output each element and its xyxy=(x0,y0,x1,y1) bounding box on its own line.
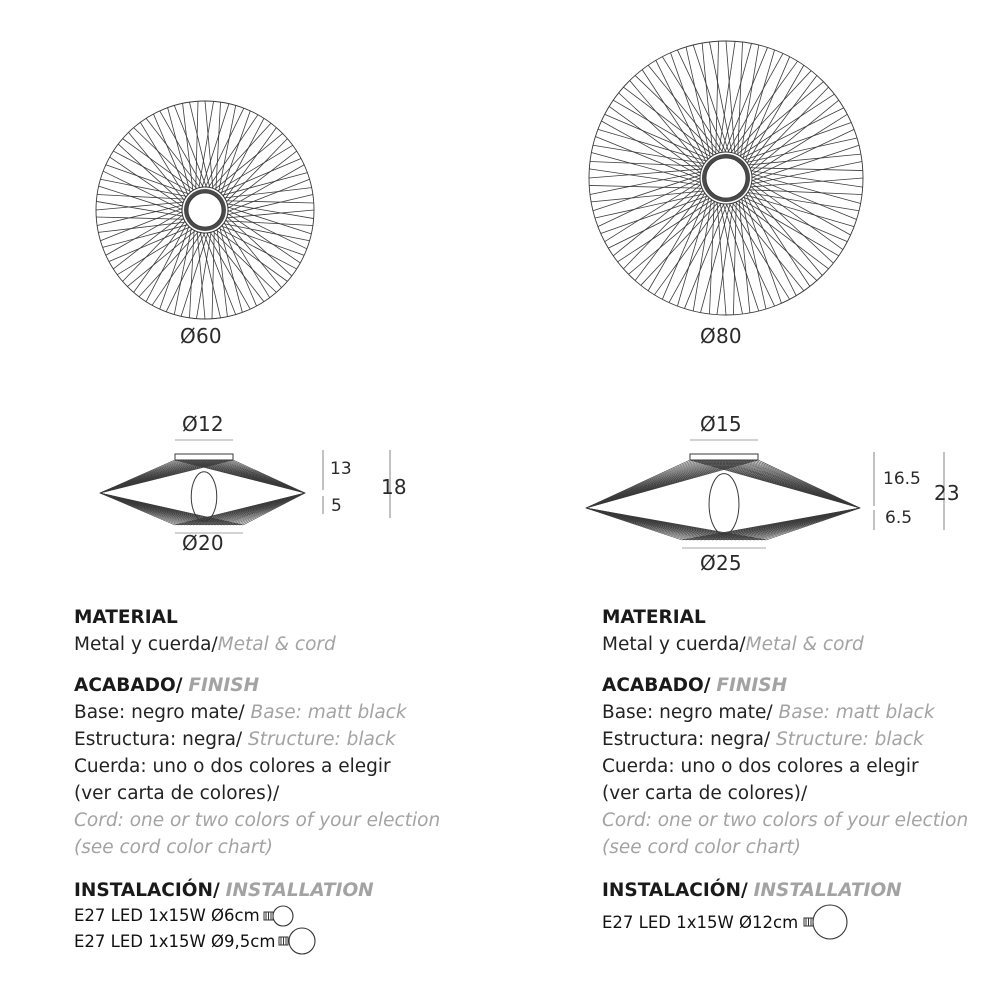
profile-right-height-total: 23 xyxy=(934,481,960,505)
finish-cord-line-es-2: (ver carta de colores)/ xyxy=(74,783,280,804)
material-line: Metal y cuerda/Metal & cord xyxy=(74,634,336,655)
finish-base-line: Base: negro mate/ Base: matt black xyxy=(74,702,407,723)
lamp-center-hub xyxy=(182,187,228,233)
installation-heading: INSTALACIÓN/ INSTALLATION xyxy=(74,880,374,901)
finish-base-line: Base: negro mate/ Base: matt black xyxy=(602,702,935,723)
bulb-small-icon xyxy=(262,905,298,927)
profile-right-bottom-diameter: Ø25 xyxy=(700,551,742,575)
finish-structure-line: Estructura: negra/ Structure: black xyxy=(602,729,924,750)
installation-heading: INSTALACIÓN/ INSTALLATION xyxy=(602,880,902,901)
profile-left-bottom-diameter: Ø20 xyxy=(182,531,224,555)
lamp-bulb-outline xyxy=(191,472,217,521)
lamp-top-view-80 xyxy=(588,40,864,316)
finish-cord-line-es-2: (ver carta de colores)/ xyxy=(602,783,808,804)
spec-column-left xyxy=(74,604,474,955)
finish-cord-line-en-2: (see cord color chart) xyxy=(602,837,801,858)
finish-cord-line-es-1: Cuerda: uno o dos colores a elegir xyxy=(74,756,391,777)
spec-column-right xyxy=(602,604,1000,940)
material-line: Metal y cuerda/Metal & cord xyxy=(602,634,864,655)
lamp-shade-profile xyxy=(100,460,305,525)
lamp-top-view-60 xyxy=(95,100,315,320)
diameter-label-60: Ø60 xyxy=(180,324,222,348)
bulb-medium-icon xyxy=(277,927,317,955)
installation-line-1: E27 LED 1x15W Ø12cm xyxy=(602,904,1000,940)
profile-left-height-total: 18 xyxy=(381,475,407,499)
diameter-label-80: Ø80 xyxy=(700,324,742,348)
lamp-center-hub xyxy=(700,152,752,204)
finish-cord-line-en-2: (see cord color chart) xyxy=(74,837,273,858)
finish-cord-line-es-1: Cuerda: uno o dos colores a elegir xyxy=(602,756,919,777)
profile-left-top-diameter: Ø12 xyxy=(182,412,224,436)
finish-cord-line-en-1: Cord: one or two colors of your election xyxy=(74,810,441,831)
material-heading: MATERIAL xyxy=(602,607,706,628)
finish-cord-line-en-1: Cord: one or two colors of your election xyxy=(602,810,969,831)
finish-structure-line: Estructura: negra/ Structure: black xyxy=(74,729,396,750)
installation-line-2: E27 LED 1x15W Ø9,5cm xyxy=(74,927,474,955)
lamp-ceiling-base xyxy=(175,454,233,460)
bulb-large-icon xyxy=(800,904,848,940)
lamp-shade-profile xyxy=(586,460,860,540)
lamp-side-profile-60 xyxy=(95,430,415,540)
lamp-ceiling-base xyxy=(690,454,758,460)
profile-left-height-bottom: 5 xyxy=(331,496,342,516)
profile-right-height-top: 16.5 xyxy=(883,469,921,489)
installation-line-1: E27 LED 1x15W Ø6cm xyxy=(74,904,474,927)
material-heading: MATERIAL xyxy=(74,607,178,628)
finish-heading: ACABADO/ FINISH xyxy=(602,675,788,696)
profile-right-top-diameter: Ø15 xyxy=(700,412,742,436)
lamp-side-profile-80 xyxy=(580,430,980,560)
lamp-bulb-outline xyxy=(709,474,739,535)
profile-left-height-top: 13 xyxy=(330,459,352,479)
finish-heading: ACABADO/ FINISH xyxy=(74,675,260,696)
profile-right-height-bottom: 6.5 xyxy=(885,508,913,528)
